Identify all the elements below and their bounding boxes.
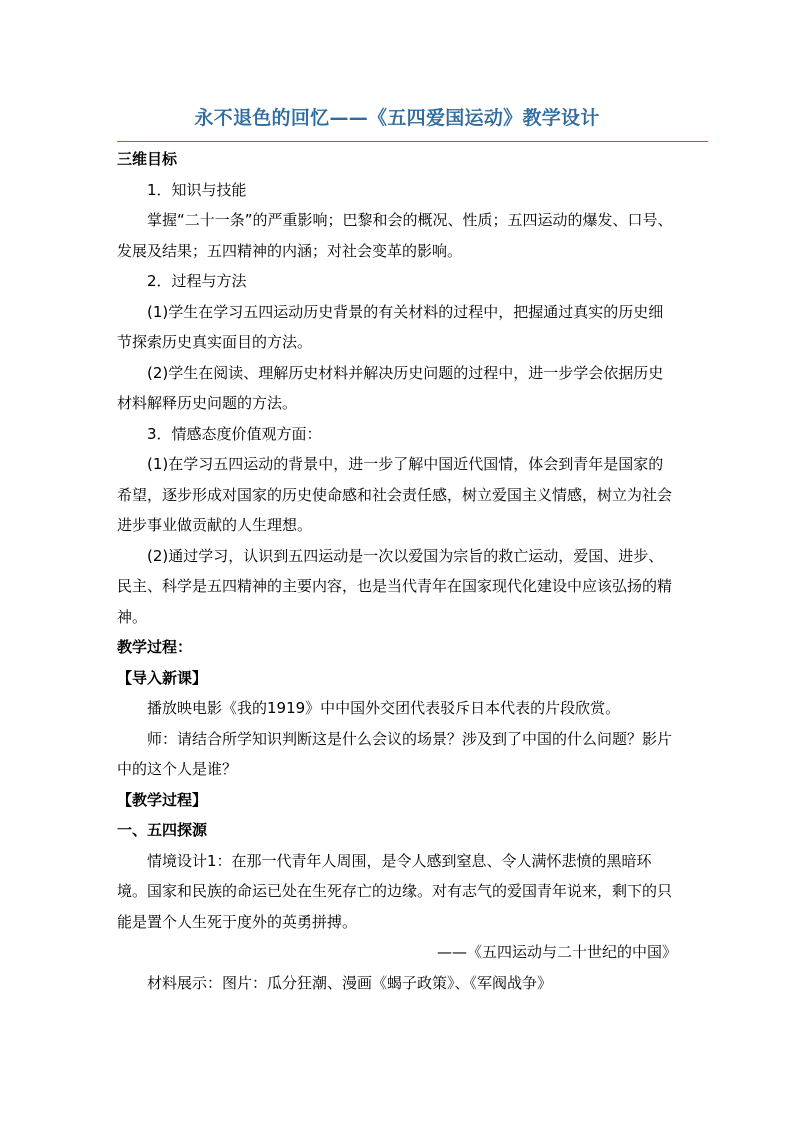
intro-text-2: 师：请结合所学知识判断这是什么会议的场景？涉及到了中国的什么问题？影片中的这个人是谁？ xyxy=(117,729,673,778)
intro-text-1: 播放映电影《我的1919》中中国外交团代表驳斥日本代表的片段欣赏。 xyxy=(147,699,621,717)
goal2-heading: 2．过程与方法 xyxy=(147,272,247,290)
goals-heading: 三维目标 xyxy=(117,150,178,168)
material-text: 材料展示：图片：瓜分狂潮、漫画《蝎子政策》、《军阀战争》 xyxy=(147,973,553,992)
title-divider xyxy=(117,141,708,142)
scenario-text: 情境设计1：在那一代青年人周围，是令人感到窒息、令人满怀悲愤的黑暗环境。国家和民族的命运已处在生死存亡的边缘。对有志气的爱国青年说来，剩下的只能是置个人生死于度外的英勇拼搏。 xyxy=(117,851,673,931)
goal2-item-1: (1)学生在学习五四运动历史背景的有关材料的过程中，把握通过真实的历史细节探索历史真实面目的方法。 xyxy=(117,302,664,351)
goal1-heading: 1．知识与技能 xyxy=(147,180,247,199)
intro-heading: 【导入新课】 xyxy=(117,668,208,687)
teaching-heading: 【教学过程】 xyxy=(117,790,208,809)
goal3-item-2: (2)通过学习，认识到五四运动是一次以爱国为宗旨的救亡运动，爱国、进步、民主、科学是五四精神的主要内容，也是当代青年在国家现代化建设中应该弘扬的精神。 xyxy=(117,546,673,626)
goal3-heading: 3．情感态度价值观方面： xyxy=(147,424,322,443)
document-body xyxy=(117,144,677,998)
scenario-source: ——《五四运动与二十世纪的中国》 xyxy=(436,943,677,961)
goal3-item-1: (1)在学习五四运动的背景中，进一步了解中国近代国情，体会到青年是国家的希望，逐步形成对国家的历史使命感和社会责任感，树立爱国主义情感，树立为社会进步事业做贡献的人生理想。 xyxy=(117,455,673,534)
goal2-item-2: (2)学生在阅读、理解历史材料并解决历史问题的过程中，进一步学会依据历史材料解释历史问题的方法。 xyxy=(117,363,664,412)
goal1-text: 掌握“二十一条”的严重影响；巴黎和会的概况、性质；五四运动的爆发、口号、发展及结果；五四精神的内涵；对社会变革的影响。 xyxy=(117,211,673,260)
part1-heading: 一、五四探源 xyxy=(117,821,208,839)
process-heading: 教学过程： xyxy=(117,638,193,656)
page-title: 永不退色的回忆——《五四爱国运动》教学设计 xyxy=(194,107,600,129)
